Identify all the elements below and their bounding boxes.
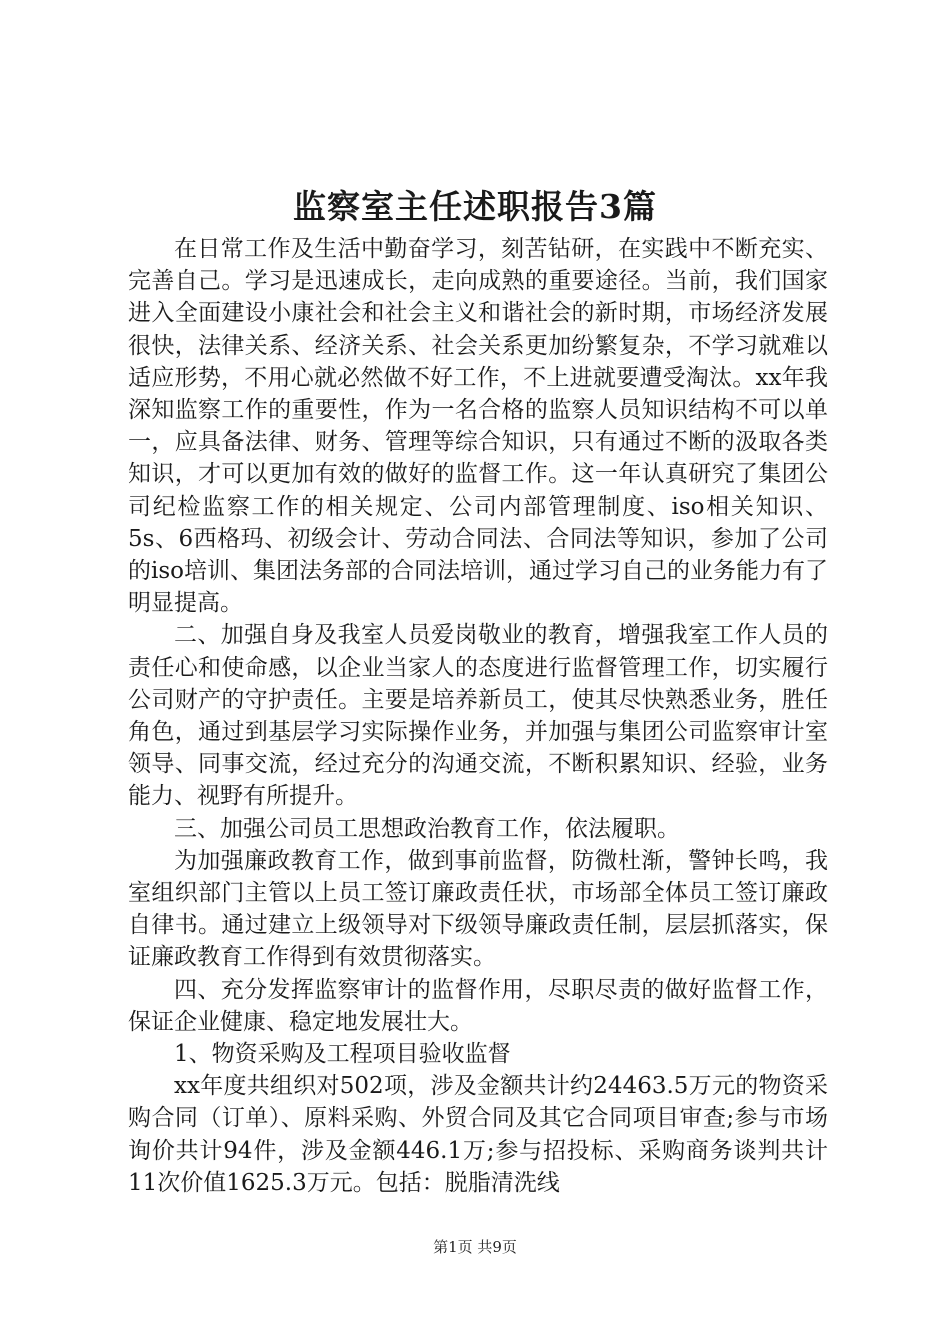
paragraph: 为加强廉政教育工作，做到事前监督，防微杜渐，警钟长鸣，我室组织部门主管以上员工签订廉政责任状，市场部全体员工签订廉政自律书。通过建立上级领导对下级领导廉政责任制，层层抓落实，保证廉政教育工作得到有效贯彻落实。 [128, 847, 828, 971]
paragraph: 四、充分发挥监察审计的监督作用，尽职尽责的做好监督工作，保证企业健康、稳定地发展壮大。 [128, 976, 828, 1035]
paragraph: 三、加强公司员工思想政治教育工作，依法履职。 [174, 815, 680, 842]
paragraph: xx年度共组织对502项，涉及金额共计约24463.5万元的物资采购合同（订单）、原料采购、外贸合同及其它合同项目审查;参与市场询价共计94件，涉及金额446.1万;参与招投标、采购商务谈判共计11次价值1625.3万元。包括：脱脂清洗线 [128, 1073, 828, 1196]
page-footer: 第1页 共9页 [433, 1238, 517, 1256]
document-body [128, 233, 828, 1199]
paragraph: 在日常工作及生活中勤奋学习，刻苦钻研，在实践中不断充实、完善自己。学习是迅速成长，走向成熟的重要途径。当前，我们国家进入全面建设小康社会和社会主义和谐社会的新时期，市场经济发展很快，法律关系、经济关系、社会关系更加纷繁复杂，不学习就难以适应形势，不用心就必然做不好工作，不上进就要遭受淘汰。xx年我深知监察工作的重要性，作为一名合格的监察人员知识结构不可以单一，应具备法律、财务、管理等综合知识，只有通过不断的汲取各类知识，才可以更加有效的做好的监督工作。这一年认真研究了集团公司纪检监察工作的相关规定、公司内部管理制度、iso相关知识、5s、6西格玛、初级会计、劳动合同法、合同法等知识，参加了公司的iso培训、集团法务部的合同法培训，通过学习自己的业务能力有了明显提高。 [128, 236, 829, 617]
document-title: 监察室主任述职报告3篇 [293, 187, 657, 226]
paragraph: 1、物资采购及工程项目验收监督 [174, 1041, 511, 1068]
paragraph: 二、加强自身及我室人员爱岗敬业的教育，增强我室工作人员的责任心和使命感，以企业当家人的态度进行监督管理工作，切实履行公司财产的守护责任。主要是培养新员工，使其尽快熟悉业务，胜任角色，通过到基层学习实际操作业务，并加强与集团公司监察审计室领导、同事交流，经过充分的沟通交流，不断积累知识、经验，业务能力、视野有所提升。 [128, 622, 828, 810]
